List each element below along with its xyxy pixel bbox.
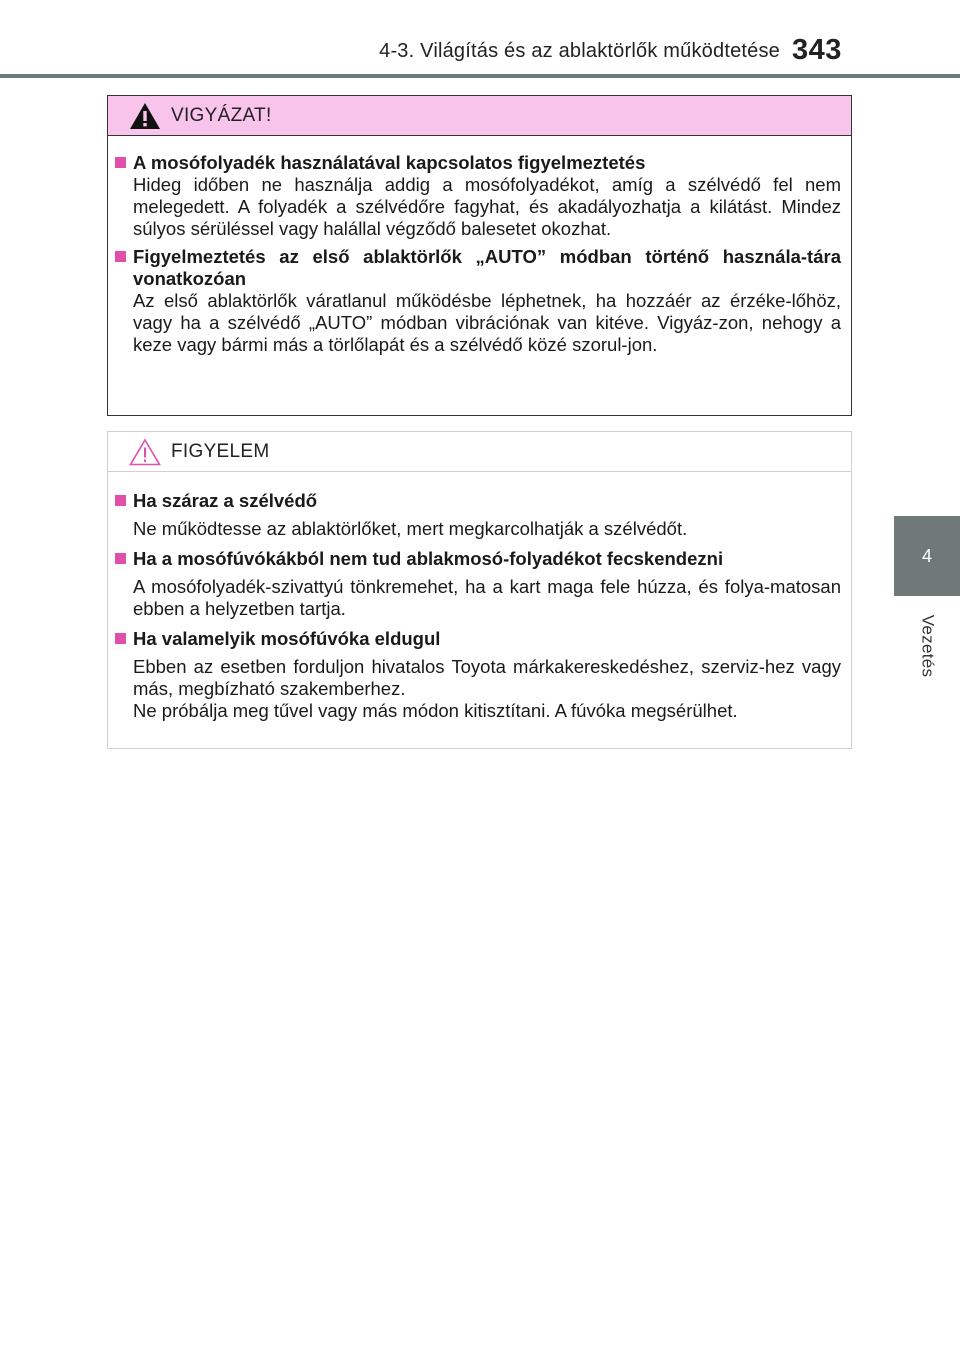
item-text: A mosófolyadék-szivattyú tönkremehet, ha a kart maga fele húzza, és folya-matosan ebben a helyzetben tartja. — [133, 576, 841, 619]
section-title: 4-3. Világítás és az ablaktörlők működtetése — [379, 40, 780, 62]
notice-box — [107, 431, 852, 749]
warning-heading: VIGYÁZAT! — [171, 104, 272, 126]
list-item — [115, 152, 841, 240]
item-title-text: Ha a mosófúvókákból nem tud ablakmosó-folyadékot fecskendezni — [133, 548, 724, 569]
bullet-icon — [115, 495, 126, 506]
item-title — [115, 246, 841, 290]
bullet-icon — [115, 251, 126, 262]
header-rule — [0, 74, 960, 78]
warning-triangle-icon — [129, 102, 161, 130]
item-text-2: Ne próbálja meg tűvel vagy más módon kitisztítani. A fúvóka megsérülhet. — [133, 700, 738, 721]
item-title-text: A mosófolyadék használatával kapcsolatos figyelmeztetés — [133, 152, 646, 173]
item-title-text: Ha valamelyik mosófúvóka eldugul — [133, 628, 441, 649]
page-number: 343 — [792, 34, 842, 66]
warning-box-body — [108, 136, 851, 356]
item-text: Ebben az esetben forduljon hivatalos Toyota márkakereskedéshez, szerviz-hez vagy más, megbízható szakemberhez. — [133, 656, 841, 699]
chapter-tab[interactable] — [894, 516, 960, 596]
bullet-icon — [115, 553, 126, 564]
chapter-number: 4 — [921, 545, 932, 566]
item-text: Ne működtesse az ablaktörlőket, mert megkarcolhatják a szélvédőt. — [133, 518, 688, 539]
list-item — [115, 246, 841, 356]
bullet-icon — [115, 633, 126, 644]
warning-box-header — [108, 96, 851, 136]
warning-box — [107, 95, 852, 416]
bullet-icon — [115, 157, 126, 168]
item-title-text: Ha száraz a szélvédő — [133, 490, 318, 511]
notice-box-header — [108, 432, 851, 472]
item-text: Az első ablaktörlők váratlanul működésbe léphetnek, ha hozzáér az érzéke-lőhöz, vagy ha a szélvédő „AUTO” módban vibrációnak van kitéve. Vigyáz-zon, nehogy a keze vagy bármi más a törlőlapát és a szélvédő közé szorul-jon. — [133, 290, 841, 355]
item-title — [115, 152, 841, 174]
notice-heading: FIGYELEM — [171, 440, 270, 462]
item-title — [115, 628, 841, 650]
chapter-label: Vezetés — [918, 614, 937, 678]
item-text: Hideg időben ne használja addig a mosófolyadékot, amíg a szélvédő fel nem melegedett. A folyadék a szélvédőre fagyhat, és akadályozhatja a kilátást. Mindez súlyos sérüléssel vagy halállal végződő balesetet okozhat. — [133, 174, 841, 239]
list-item — [115, 628, 841, 722]
chapter-label-wrap — [894, 606, 960, 686]
item-title — [115, 548, 841, 570]
list-item — [115, 548, 841, 620]
item-title — [115, 490, 841, 512]
list-item — [115, 490, 841, 540]
item-title-text: Figyelmeztetés az első ablaktörlők „AUTO” módban történő használa-tára vonatkozóan — [133, 246, 841, 289]
caution-triangle-outline-icon — [129, 438, 161, 466]
notice-box-body — [108, 472, 851, 722]
